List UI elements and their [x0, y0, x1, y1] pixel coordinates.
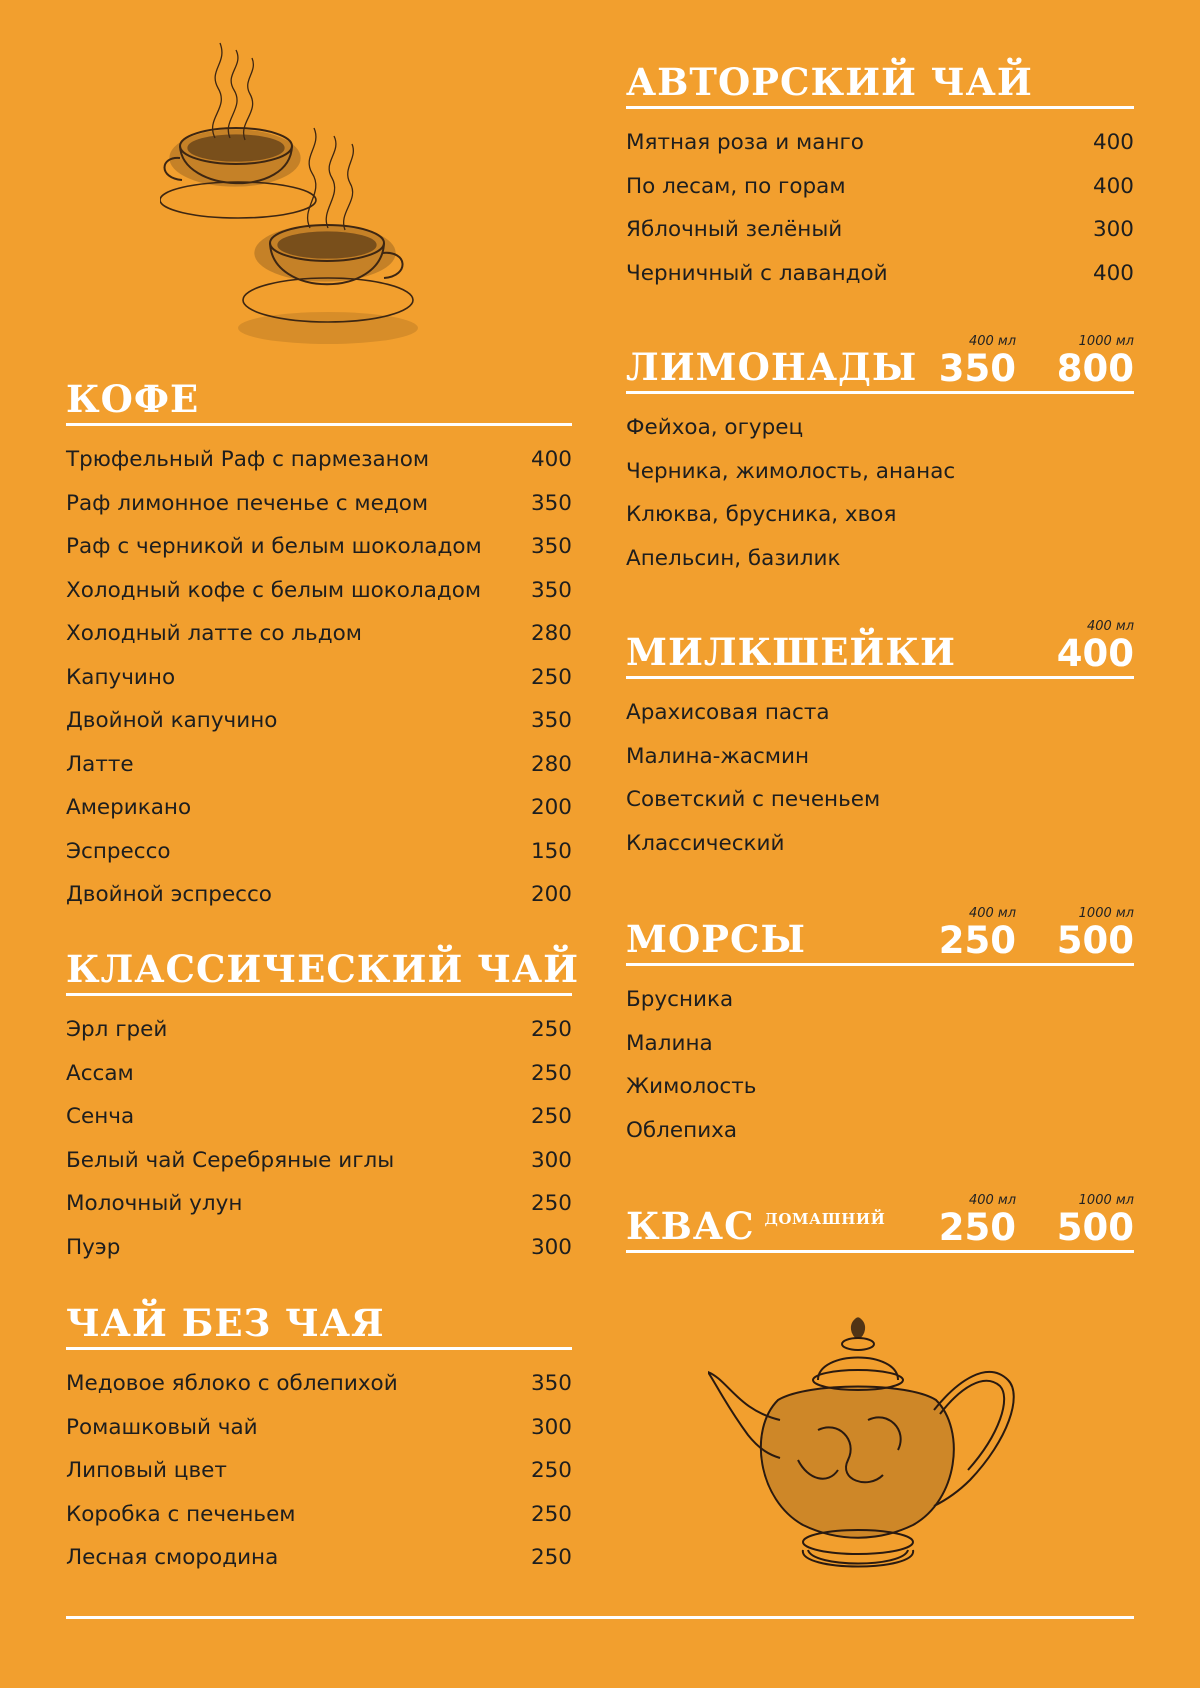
- item-name: Молочный улун: [66, 1191, 243, 1216]
- item-price: 400: [1092, 260, 1134, 286]
- price-column: [1057, 619, 1134, 674]
- item-name: Яблочный зелёный: [626, 217, 843, 242]
- item-price: 200: [530, 795, 572, 820]
- item-name: Апельсин, базилик: [626, 545, 841, 571]
- menu-list: [66, 1008, 572, 1269]
- menu-list: [626, 406, 1134, 580]
- section-header: [626, 1193, 1134, 1253]
- menu-list: [626, 978, 1134, 1152]
- item-name: По лесам, по горам: [626, 173, 846, 199]
- item-name: Черничный с лавандой: [626, 260, 888, 286]
- menu-item: [66, 1536, 572, 1580]
- coffee-section: [66, 373, 572, 917]
- menu-item: [66, 699, 572, 743]
- price-value: 500: [1056, 919, 1134, 962]
- section-title: АВТОРСКИЙ ЧАЙ: [626, 60, 1033, 104]
- item-name: Советский с печеньем: [626, 787, 881, 812]
- price-value: 250: [938, 1206, 1016, 1249]
- item-name: Раф лимонное печенье с медом: [66, 490, 429, 516]
- menu-item: [66, 1095, 572, 1139]
- item-name: Жимолость: [626, 1074, 757, 1099]
- item-name: Малина: [626, 1030, 713, 1056]
- menu-item: [66, 612, 572, 656]
- item-name: Клюква, брусника, хвоя: [626, 502, 897, 527]
- price-column-small: [939, 1193, 1016, 1248]
- tea-free-section: [66, 1297, 572, 1580]
- item-name: Коробка с печеньем: [66, 1501, 296, 1527]
- section-header: [626, 619, 1134, 679]
- menu-list: [626, 691, 1134, 865]
- section-header: [66, 943, 580, 996]
- item-price: 300: [530, 1234, 572, 1260]
- menu-item: [626, 735, 1134, 779]
- menu-item: [626, 252, 1134, 296]
- item-name: Эспрессо: [66, 838, 171, 864]
- section-title: [626, 1204, 885, 1248]
- item-name: Классический: [626, 830, 785, 856]
- menu-item: [626, 450, 1134, 494]
- item-price: 300: [530, 1414, 572, 1440]
- menu-item: [626, 822, 1134, 866]
- volume-label: 400 мл: [968, 1193, 1016, 1208]
- item-name: Холодный кофе с белым шоколадом: [66, 577, 482, 603]
- menu-item: [66, 1406, 572, 1450]
- menu-item: [66, 569, 572, 613]
- menu-item: [66, 830, 572, 874]
- footer-divider: [66, 1616, 1134, 1619]
- section-title: ЛИМОНАДЫ: [626, 345, 918, 389]
- item-name: Медовое яблоко с облепихой: [66, 1371, 398, 1396]
- item-name: Мятная роза и манго: [626, 130, 864, 155]
- price-value: 400: [1056, 632, 1134, 675]
- volume-label: 1000 мл: [1078, 1193, 1134, 1208]
- menu-item: [626, 978, 1134, 1022]
- item-price: 350: [530, 1371, 572, 1396]
- section-header: [66, 1297, 572, 1350]
- item-price: 250: [530, 1191, 572, 1216]
- item-name: Липовый цвет: [66, 1458, 227, 1483]
- section-header: [626, 334, 1134, 394]
- item-name: Трюфельный Раф с пармезаном: [66, 447, 430, 472]
- menu-item: [626, 406, 1134, 450]
- menu-list: [66, 1362, 572, 1580]
- item-name: Лесная смородина: [66, 1545, 279, 1570]
- item-price: 400: [1092, 130, 1134, 155]
- item-price: 250: [530, 664, 572, 690]
- item-name: Сенча: [66, 1104, 135, 1129]
- volume-label: 400 мл: [968, 906, 1016, 921]
- item-price: 350: [530, 490, 572, 516]
- price-value: 800: [1056, 347, 1134, 390]
- item-price: 300: [1092, 217, 1134, 242]
- menu-item: [66, 1139, 572, 1183]
- item-price: 350: [530, 577, 572, 603]
- price-column-large: [1057, 1193, 1134, 1248]
- price-column-large: [1057, 906, 1134, 961]
- menu-item: [626, 165, 1134, 209]
- classic-tea-section: [66, 943, 580, 1269]
- menu-item: [66, 438, 572, 482]
- menu-item: [66, 1449, 572, 1493]
- menu-item: [626, 1065, 1134, 1109]
- volume-label: 400 мл: [968, 334, 1016, 349]
- item-price: 250: [530, 1060, 572, 1086]
- item-price: 280: [530, 621, 572, 646]
- menu-list: [626, 121, 1134, 295]
- item-name: Белый чай Серебряные иглы: [66, 1147, 395, 1173]
- item-name: Черника, жимолость, ананас: [626, 458, 956, 484]
- menu-item: [626, 537, 1134, 581]
- item-name: Раф с черникой и белым шоколадом: [66, 534, 482, 559]
- item-name: Американо: [66, 795, 192, 820]
- section-title: МИЛКШЕЙКИ: [626, 630, 956, 674]
- volume-label: 400 мл: [1086, 619, 1134, 634]
- kvas-title: КВАС: [626, 1204, 755, 1248]
- item-name: Капучино: [66, 664, 176, 690]
- item-name: Двойной капучино: [66, 708, 278, 733]
- menu-item: [66, 1362, 572, 1406]
- item-name: Брусника: [626, 987, 734, 1012]
- item-price: 200: [530, 882, 572, 907]
- price-value: 250: [938, 919, 1016, 962]
- author-tea-section: [626, 56, 1134, 295]
- menu-item: [66, 873, 572, 917]
- item-price: 250: [530, 1017, 572, 1042]
- menu-item: [66, 482, 572, 526]
- menu-item: [626, 778, 1134, 822]
- volume-label: 1000 мл: [1078, 906, 1134, 921]
- section-title: ЧАЙ БЕЗ ЧАЯ: [66, 1301, 385, 1345]
- item-price: 350: [530, 534, 572, 559]
- item-name: Двойной эспрессо: [66, 882, 272, 907]
- item-price: 150: [530, 838, 572, 864]
- menu-item: [626, 1109, 1134, 1153]
- section-title: КОФЕ: [66, 377, 200, 421]
- menu-item: [626, 208, 1134, 252]
- milkshakes-section: [626, 619, 1134, 865]
- item-name: Облепиха: [626, 1117, 738, 1143]
- menu-item: [626, 121, 1134, 165]
- price-column-small: [939, 906, 1016, 961]
- section-header: [66, 373, 572, 426]
- item-name: Ассам: [66, 1060, 134, 1086]
- price-value: 350: [938, 347, 1016, 390]
- section-header: [626, 906, 1134, 966]
- item-price: 400: [530, 447, 572, 472]
- price-value: 500: [1056, 1206, 1134, 1249]
- section-header: [626, 56, 1134, 109]
- item-price: 300: [530, 1147, 572, 1173]
- item-name: Малина-жасмин: [626, 743, 810, 769]
- menu-item: [66, 1493, 572, 1537]
- item-name: Эрл грей: [66, 1017, 168, 1042]
- item-name: Холодный латте со льдом: [66, 621, 362, 646]
- kvas-subtitle: ДОМАШНИЙ: [764, 1210, 886, 1228]
- menu-item: [626, 691, 1134, 735]
- item-name: Ромашковый чай: [66, 1414, 258, 1440]
- section-title: КЛАССИЧЕСКИЙ ЧАЙ: [66, 947, 580, 991]
- menu-list: [66, 438, 572, 917]
- menu-item: [626, 493, 1134, 537]
- price-column-small: [939, 334, 1016, 389]
- item-name: Фейхоа, огурец: [626, 415, 804, 440]
- menu-item: [66, 1226, 572, 1270]
- item-price: 250: [530, 1458, 572, 1483]
- item-price: 400: [1092, 173, 1134, 199]
- coffee-cups-illustration: [160, 28, 450, 368]
- item-price: 250: [530, 1104, 572, 1129]
- volume-label: 1000 мл: [1078, 334, 1134, 349]
- menu-item: [66, 786, 572, 830]
- menu-item: [66, 525, 572, 569]
- lemonades-section: [626, 334, 1134, 580]
- teapot-illustration: [708, 1310, 1038, 1580]
- menu-item: [66, 1182, 572, 1226]
- menu-item: [626, 1022, 1134, 1066]
- menu-item: [66, 1008, 572, 1052]
- menu-item: [66, 656, 572, 700]
- item-price: 250: [530, 1545, 572, 1570]
- kvas-section: [626, 1193, 1134, 1253]
- price-column-large: [1057, 334, 1134, 389]
- item-price: 280: [530, 751, 572, 777]
- item-name: Арахисовая паста: [626, 700, 830, 725]
- section-title: МОРСЫ: [626, 917, 806, 961]
- menu-item: [66, 743, 572, 787]
- mors-section: [626, 906, 1134, 1152]
- item-name: Латте: [66, 751, 134, 777]
- item-price: 250: [530, 1501, 572, 1527]
- menu-item: [66, 1052, 572, 1096]
- item-name: Пуэр: [66, 1234, 121, 1260]
- item-price: 350: [530, 708, 572, 733]
